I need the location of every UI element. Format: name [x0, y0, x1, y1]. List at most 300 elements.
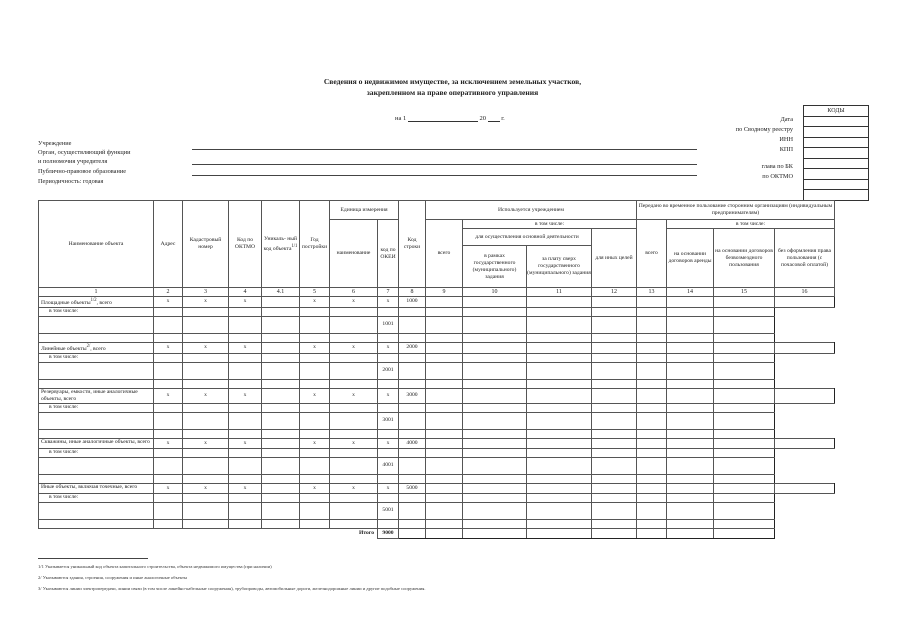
founder-field-line[interactable] [192, 164, 697, 165]
code-date-cell[interactable] [804, 116, 869, 127]
group-3-incl-col-3[interactable] [183, 403, 229, 412]
group-4-blank-col-7[interactable] [330, 474, 378, 483]
group-4-total-col-9[interactable] [426, 438, 463, 448]
group-3-incl-col-7[interactable] [330, 403, 378, 412]
group-2-total-col-10[interactable] [463, 342, 527, 353]
group-5-blank-col-7[interactable] [330, 519, 378, 528]
group-5-blank-col-6[interactable] [300, 519, 330, 528]
group-5-blank-col-9[interactable] [399, 519, 426, 528]
group-2-blank-col-16[interactable] [714, 379, 775, 388]
group-3-incl-col-14[interactable] [637, 403, 667, 412]
group-4-sub-col-4[interactable] [229, 457, 262, 474]
group-3-sub-col-11[interactable] [463, 412, 527, 429]
group-2-incl-col-8[interactable] [378, 353, 399, 362]
group-1-sub-col-10[interactable] [426, 316, 463, 333]
group-4-incl-col-14[interactable] [637, 448, 667, 457]
group-3-blank-col-11[interactable] [463, 429, 527, 438]
group-3-blank-col-6[interactable] [300, 429, 330, 438]
group-2-incl-col-6[interactable] [300, 353, 330, 362]
group-3-incl-col-12[interactable] [527, 403, 592, 412]
group-1-total-col-10[interactable] [463, 297, 527, 308]
group-2-total-col-12[interactable] [592, 342, 637, 353]
group-2-incl-col-3[interactable] [183, 353, 229, 362]
col-number-12: 11 [527, 288, 592, 297]
group-4-blank-col-5[interactable] [262, 474, 300, 483]
group-1-incl-col-7[interactable] [330, 307, 378, 316]
group-1-unique-code[interactable] [262, 297, 300, 308]
group-4-incl-col-8[interactable] [378, 448, 399, 457]
group-1-total-col-12[interactable] [592, 297, 637, 308]
group-4-incl-col-11[interactable] [463, 448, 527, 457]
code-inn-cell[interactable] [804, 137, 869, 148]
group-4-blank-col-1[interactable] [39, 474, 154, 483]
group-4-incl-col-12[interactable] [527, 448, 592, 457]
group-1-sub-col-4[interactable] [229, 316, 262, 333]
group-3-blank-col-13[interactable] [592, 429, 637, 438]
group-5-incl-col-6[interactable] [300, 493, 330, 502]
group-2-sub-col-13[interactable] [592, 362, 637, 379]
group-5-blank-col-1[interactable] [39, 519, 154, 528]
group-2-sub-col-12[interactable] [527, 362, 592, 379]
group-3-unique-code[interactable] [262, 388, 300, 403]
group-1-incl-col-10[interactable] [426, 307, 463, 316]
group-2-sub-col-9[interactable] [399, 362, 426, 379]
group-5-blank-col-11[interactable] [463, 519, 527, 528]
group-5-incl-col-9[interactable] [399, 493, 426, 502]
group-5-blank-col-8[interactable] [378, 519, 399, 528]
group-2-sub-col-3[interactable] [183, 362, 229, 379]
group-2-blank-col-12[interactable] [527, 379, 592, 388]
group-5-sub-col-2[interactable] [154, 502, 183, 519]
group-1-total-col-16[interactable] [775, 297, 835, 308]
group-2-blank-col-10[interactable] [426, 379, 463, 388]
group-2-blank-col-1[interactable] [39, 379, 154, 388]
group-3-blank-col-16[interactable] [714, 429, 775, 438]
group-2-incl-col-7[interactable] [330, 353, 378, 362]
group-1-incl-col-13[interactable] [592, 307, 637, 316]
group-1-incl-col-9[interactable] [399, 307, 426, 316]
group-1-incl-col-2[interactable] [154, 307, 183, 316]
group-4-blank-col-11[interactable] [463, 474, 527, 483]
group-4-sub-col-10[interactable] [426, 457, 463, 474]
group-2-sub-col-2[interactable] [154, 362, 183, 379]
group-3-blank-col-7[interactable] [330, 429, 378, 438]
group-3-blank-col-3[interactable] [183, 429, 229, 438]
code-blank-cell[interactable] [804, 158, 869, 169]
group-4-total-col-13[interactable] [637, 438, 667, 448]
group-1-sub-col-3[interactable] [183, 316, 229, 333]
group-3-blank-col-8[interactable] [378, 429, 399, 438]
group-4-incl-col-6[interactable] [300, 448, 330, 457]
group-4-sub-col-7[interactable] [330, 457, 378, 474]
group-1-sub-col-15[interactable] [667, 316, 714, 333]
group-2-incl-col-13[interactable] [592, 353, 637, 362]
group-2-blank-col-15[interactable] [667, 379, 714, 388]
group-5-blank-col-12[interactable] [527, 519, 592, 528]
group-3-blank-col-5[interactable] [262, 429, 300, 438]
group-4-total-col-12[interactable] [592, 438, 637, 448]
group-3-incl-label: в том числе: [39, 403, 154, 412]
code-bk-cell[interactable] [804, 169, 869, 180]
group-3-blank-col-1[interactable] [39, 429, 154, 438]
group-1-sub-col-1[interactable] [39, 316, 154, 333]
group-4-incl-col-5[interactable] [262, 448, 300, 457]
group-3-sub-col-13[interactable] [592, 412, 637, 429]
group-5-total-col-16[interactable] [775, 483, 835, 493]
group-1-blank-col-16[interactable] [714, 333, 775, 342]
group-3-sub-col-16[interactable] [714, 412, 775, 429]
group-5-sub-col-1[interactable] [39, 502, 154, 519]
group-3-sub-col-12[interactable] [527, 412, 592, 429]
group-2-sub-col-14[interactable] [637, 362, 667, 379]
group-4-incl-col-3[interactable] [183, 448, 229, 457]
group-5-sub-col-12[interactable] [527, 502, 592, 519]
group-1-sub-col-11[interactable] [463, 316, 527, 333]
group-5-blank-col-3[interactable] [183, 519, 229, 528]
group-2-blank-col-8[interactable] [378, 379, 399, 388]
group-2-blank-col-11[interactable] [463, 379, 527, 388]
group-3-sub-col-4[interactable] [229, 412, 262, 429]
group-1-blank-col-6[interactable] [300, 333, 330, 342]
group-4-blank-col-10[interactable] [426, 474, 463, 483]
group-3-sub-col-5[interactable] [262, 412, 300, 429]
group-3-incl-col-9[interactable] [399, 403, 426, 412]
group-1-blank-col-5[interactable] [262, 333, 300, 342]
group-4-sub-col-13[interactable] [592, 457, 637, 474]
group-1-total-col-11[interactable] [527, 297, 592, 308]
group-3-incl-col-6[interactable] [300, 403, 330, 412]
group-2-sub-col-7[interactable] [330, 362, 378, 379]
group-4-sub-col-12[interactable] [527, 457, 592, 474]
group-3-total-col-12[interactable] [592, 388, 637, 403]
group-4-sub-col-15[interactable] [667, 457, 714, 474]
group-5-blank-col-5[interactable] [262, 519, 300, 528]
group-4-incl-col-16[interactable] [714, 448, 775, 457]
group-2-sub-col-1[interactable] [39, 362, 154, 379]
group-3-total-col-15[interactable] [714, 388, 775, 403]
group-1-incl-col-12[interactable] [527, 307, 592, 316]
group-4-incl-col-4[interactable] [229, 448, 262, 457]
group-2-blank-col-6[interactable] [300, 379, 330, 388]
group-1-incl-col-8[interactable] [378, 307, 399, 316]
group-2-sub-col-11[interactable] [463, 362, 527, 379]
group-2-incl-col-14[interactable] [637, 353, 667, 362]
group-1-total-col-14[interactable] [667, 297, 714, 308]
group-5-incl-col-3[interactable] [183, 493, 229, 502]
group-5-blank-col-14[interactable] [637, 519, 667, 528]
group-1-incl-col-16[interactable] [714, 307, 775, 316]
group-5-incl-col-5[interactable] [262, 493, 300, 502]
group-2-incl-col-16[interactable] [714, 353, 775, 362]
group-1-blank-col-2[interactable] [154, 333, 183, 342]
group-3-sub-col-15[interactable] [667, 412, 714, 429]
group-4-total-col-11[interactable] [527, 438, 592, 448]
group-5-sub-col-4[interactable] [229, 502, 262, 519]
group-4-incl-col-13[interactable] [592, 448, 637, 457]
institution-field-line[interactable] [192, 149, 697, 150]
group-3-sub-col-6[interactable] [300, 412, 330, 429]
group-5-total-col-11[interactable] [527, 483, 592, 493]
group-5-blank-col-15[interactable] [667, 519, 714, 528]
group-4-blank-col-2[interactable] [154, 474, 183, 483]
total-col-15[interactable] [667, 528, 714, 538]
group-2-incl-col-5[interactable] [262, 353, 300, 362]
group-2-total-col-16[interactable] [775, 342, 835, 353]
public-entity-field-line[interactable] [192, 175, 697, 176]
group-3-incl-col-10[interactable] [426, 403, 463, 412]
group-1-blank-col-12[interactable] [527, 333, 592, 342]
group-4-incl-col-7[interactable] [330, 448, 378, 457]
group-5-sub-col-14[interactable] [637, 502, 667, 519]
group-3-sub-col-3[interactable] [183, 412, 229, 429]
group-5-sub-col-15[interactable] [667, 502, 714, 519]
group-1-blank-col-13[interactable] [592, 333, 637, 342]
group-3-total-col-13[interactable] [637, 388, 667, 403]
group-3-blank-col-14[interactable] [637, 429, 667, 438]
total-col-12[interactable] [527, 528, 592, 538]
group-4-sub-col-1[interactable] [39, 457, 154, 474]
group-5-incl-col-13[interactable] [592, 493, 637, 502]
group-5-total-col-12[interactable] [592, 483, 637, 493]
group-5-incl-col-4[interactable] [229, 493, 262, 502]
group-3-sub-col-14[interactable] [637, 412, 667, 429]
group-3-sub-col-9[interactable] [399, 412, 426, 429]
group-3-incl-col-11[interactable] [463, 403, 527, 412]
group-1-incl-col-4[interactable] [229, 307, 262, 316]
group-5-incl-col-7[interactable] [330, 493, 378, 502]
group-1-incl-col-3[interactable] [183, 307, 229, 316]
group-2-blank-col-4[interactable] [229, 379, 262, 388]
group-1-sub-col-16[interactable] [714, 316, 775, 333]
label-oktmo: по ОКТМО [762, 173, 793, 180]
group-1-blank-col-9[interactable] [399, 333, 426, 342]
group-2-incl-col-12[interactable] [527, 353, 592, 362]
group-1-blank-col-8[interactable] [378, 333, 399, 342]
group-5-total-col-14[interactable] [667, 483, 714, 493]
group-5-sub-col-5[interactable] [262, 502, 300, 519]
group-4-sub-col-14[interactable] [637, 457, 667, 474]
group-3-total-col-16[interactable] [775, 388, 835, 403]
date-year-field[interactable] [488, 121, 500, 122]
group-5-sub-col-11[interactable] [463, 502, 527, 519]
group-2-sub-col-6[interactable] [300, 362, 330, 379]
group-1-incl-col-14[interactable] [637, 307, 667, 316]
group-1-sub-col-6[interactable] [300, 316, 330, 333]
group-4-blank-col-16[interactable] [714, 474, 775, 483]
group-3-blank-col-2[interactable] [154, 429, 183, 438]
group-4-blank-col-9[interactable] [399, 474, 426, 483]
group-4-x-col-3: х [183, 438, 229, 448]
group-3-sub-col-10[interactable] [426, 412, 463, 429]
group-1-sub-col-5[interactable] [262, 316, 300, 333]
group-2-incl-col-4[interactable] [229, 353, 262, 362]
group-1-incl-col-5[interactable] [262, 307, 300, 316]
group-3-sub-col-7[interactable] [330, 412, 378, 429]
group-4-sub-col-16[interactable] [714, 457, 775, 474]
group-2-incl-col-2[interactable] [154, 353, 183, 362]
group-2-blank-col-5[interactable] [262, 379, 300, 388]
group-1-blank-col-15[interactable] [667, 333, 714, 342]
group-1-blank-col-7[interactable] [330, 333, 378, 342]
group-5-incl-col-8[interactable] [378, 493, 399, 502]
group-4-sub-col-6[interactable] [300, 457, 330, 474]
group-5-sub-col-7[interactable] [330, 502, 378, 519]
group-1-incl-col-11[interactable] [463, 307, 527, 316]
group-2-total-col-14[interactable] [667, 342, 714, 353]
group-3-incl-col-13[interactable] [592, 403, 637, 412]
group-5-sub-col-3[interactable] [183, 502, 229, 519]
group-5-incl-col-14[interactable] [637, 493, 667, 502]
group-2-sub-col-5[interactable] [262, 362, 300, 379]
group-4-sub-col-9[interactable] [399, 457, 426, 474]
group-5-blank-col-4[interactable] [229, 519, 262, 528]
group-4-sub-col-3[interactable] [183, 457, 229, 474]
group-2-unique-code[interactable] [262, 342, 300, 353]
group-4-blank-col-13[interactable] [592, 474, 637, 483]
group-4-blank-col-15[interactable] [667, 474, 714, 483]
group-3-incl-col-15[interactable] [667, 403, 714, 412]
group-2-blank-col-2[interactable] [154, 379, 183, 388]
group-5-blank-col-13[interactable] [592, 519, 637, 528]
group-3-blank-col-4[interactable] [229, 429, 262, 438]
total-col-11[interactable] [463, 528, 527, 538]
group-4-sub-col-11[interactable] [463, 457, 527, 474]
group-4-total-col-16[interactable] [775, 438, 835, 448]
group-2-blank-col-9[interactable] [399, 379, 426, 388]
group-1-incl-col-6[interactable] [300, 307, 330, 316]
group-2-blank-col-14[interactable] [637, 379, 667, 388]
group-1-total-col-15[interactable] [714, 297, 775, 308]
group-2-blank-col-3[interactable] [183, 379, 229, 388]
group-1-sub-col-12[interactable] [527, 316, 592, 333]
group-3-total-col-14[interactable] [667, 388, 714, 403]
group-5-total-col-10[interactable] [463, 483, 527, 493]
group-2-total-col-11[interactable] [527, 342, 592, 353]
group-4-incl-col-2[interactable] [154, 448, 183, 457]
group-2-sub-col-10[interactable] [426, 362, 463, 379]
group-4-total-col-10[interactable] [463, 438, 527, 448]
group-5-sub-col-9[interactable] [399, 502, 426, 519]
group-5-sub-col-16[interactable] [714, 502, 775, 519]
group-3-blank-col-9[interactable] [399, 429, 426, 438]
group-4-incl-col-15[interactable] [667, 448, 714, 457]
group-1-total-col-9[interactable] [426, 297, 463, 308]
group-1-blank-col-10[interactable] [426, 333, 463, 342]
group-5-blank-col-2[interactable] [154, 519, 183, 528]
group-4-blank-col-12[interactable] [527, 474, 592, 483]
group-5-incl-col-11[interactable] [463, 493, 527, 502]
group-2-total-col-15[interactable] [714, 342, 775, 353]
group-2-blank-col-7[interactable] [330, 379, 378, 388]
code-kpp-cell[interactable] [804, 148, 869, 159]
group-4-blank-col-4[interactable] [229, 474, 262, 483]
group-5-blank-col-10[interactable] [426, 519, 463, 528]
total-col-14[interactable] [637, 528, 667, 538]
group-3-incl-col-4[interactable] [229, 403, 262, 412]
group-5-sub-col-13[interactable] [592, 502, 637, 519]
group-3-incl-col-8[interactable] [378, 403, 399, 412]
group-3-sub-col-2[interactable] [154, 412, 183, 429]
group-2-sub-col-16[interactable] [714, 362, 775, 379]
total-col-13[interactable] [592, 528, 637, 538]
group-1-blank-col-1[interactable] [39, 333, 154, 342]
group-2-incl-col-11[interactable] [463, 353, 527, 362]
group-3-total-col-10[interactable] [463, 388, 527, 403]
group-5-incl-col-16[interactable] [714, 493, 775, 502]
group-2-total-col-9[interactable] [426, 342, 463, 353]
code-registry-cell[interactable] [804, 127, 869, 138]
group-1-blank-col-3[interactable] [183, 333, 229, 342]
group-1-blank-col-14[interactable] [637, 333, 667, 342]
group-5-incl-col-15[interactable] [667, 493, 714, 502]
group-4-incl-col-10[interactable] [426, 448, 463, 457]
group-4-incl-col-9[interactable] [399, 448, 426, 457]
group-2-incl-col-10[interactable] [426, 353, 463, 362]
code-extra-cell[interactable] [804, 190, 869, 201]
group-4-total-col-15[interactable] [714, 438, 775, 448]
group-4-total-col-14[interactable] [667, 438, 714, 448]
group-3-blank-col-10[interactable] [426, 429, 463, 438]
group-3-incl-col-16[interactable] [714, 403, 775, 412]
group-3-blank-col-12[interactable] [527, 429, 592, 438]
date-day-month-field[interactable] [408, 121, 478, 122]
group-5-incl-col-2[interactable] [154, 493, 183, 502]
group-3-incl-col-5[interactable] [262, 403, 300, 412]
group-1-sub-col-2[interactable] [154, 316, 183, 333]
group-2-blank-col-13[interactable] [592, 379, 637, 388]
group-5-incl-col-12[interactable] [527, 493, 592, 502]
group-3-blank-col-15[interactable] [667, 429, 714, 438]
group-4-blank-col-14[interactable] [637, 474, 667, 483]
group-3-sub-col-1[interactable] [39, 412, 154, 429]
group-2-incl-col-15[interactable] [667, 353, 714, 362]
group-5-total-col-13[interactable] [637, 483, 667, 493]
group-4-sub-col-5[interactable] [262, 457, 300, 474]
group-5-unique-code[interactable] [262, 483, 300, 493]
total-col-16[interactable] [714, 528, 775, 538]
group-2-sub-col-15[interactable] [667, 362, 714, 379]
group-4-blank-col-6[interactable] [300, 474, 330, 483]
group-1-sub-col-14[interactable] [637, 316, 667, 333]
group-4-blank-col-8[interactable] [378, 474, 399, 483]
group-5-sub-col-10[interactable] [426, 502, 463, 519]
group-4-blank-col-3[interactable] [183, 474, 229, 483]
group-5-total-col-15[interactable] [714, 483, 775, 493]
group-3-total-col-11[interactable] [527, 388, 592, 403]
group-1-incl-col-15[interactable] [667, 307, 714, 316]
group-2-total-col-13[interactable] [637, 342, 667, 353]
group-1-sub-col-13[interactable] [592, 316, 637, 333]
group-4-unique-code[interactable] [262, 438, 300, 448]
code-oktmo-cell[interactable] [804, 179, 869, 190]
group-5-sub-col-6[interactable] [300, 502, 330, 519]
group-1-blank-col-11[interactable] [463, 333, 527, 342]
group-1-blank-col-4[interactable] [229, 333, 262, 342]
group-5-blank-col-16[interactable] [714, 519, 775, 528]
total-col-10[interactable] [426, 528, 463, 538]
group-2-incl-col-9[interactable] [399, 353, 426, 362]
group-1-total-col-13[interactable] [637, 297, 667, 308]
group-5-incl-col-10[interactable] [426, 493, 463, 502]
group-5-total-col-9[interactable] [426, 483, 463, 493]
total-col-9[interactable] [399, 528, 426, 538]
group-2-sub-col-4[interactable] [229, 362, 262, 379]
group-3-total-col-9[interactable] [426, 388, 463, 403]
group-3-incl-col-2[interactable] [154, 403, 183, 412]
group-4-sub-col-2[interactable] [154, 457, 183, 474]
group-1-sub-col-9[interactable] [399, 316, 426, 333]
group-1-sub-col-7[interactable] [330, 316, 378, 333]
